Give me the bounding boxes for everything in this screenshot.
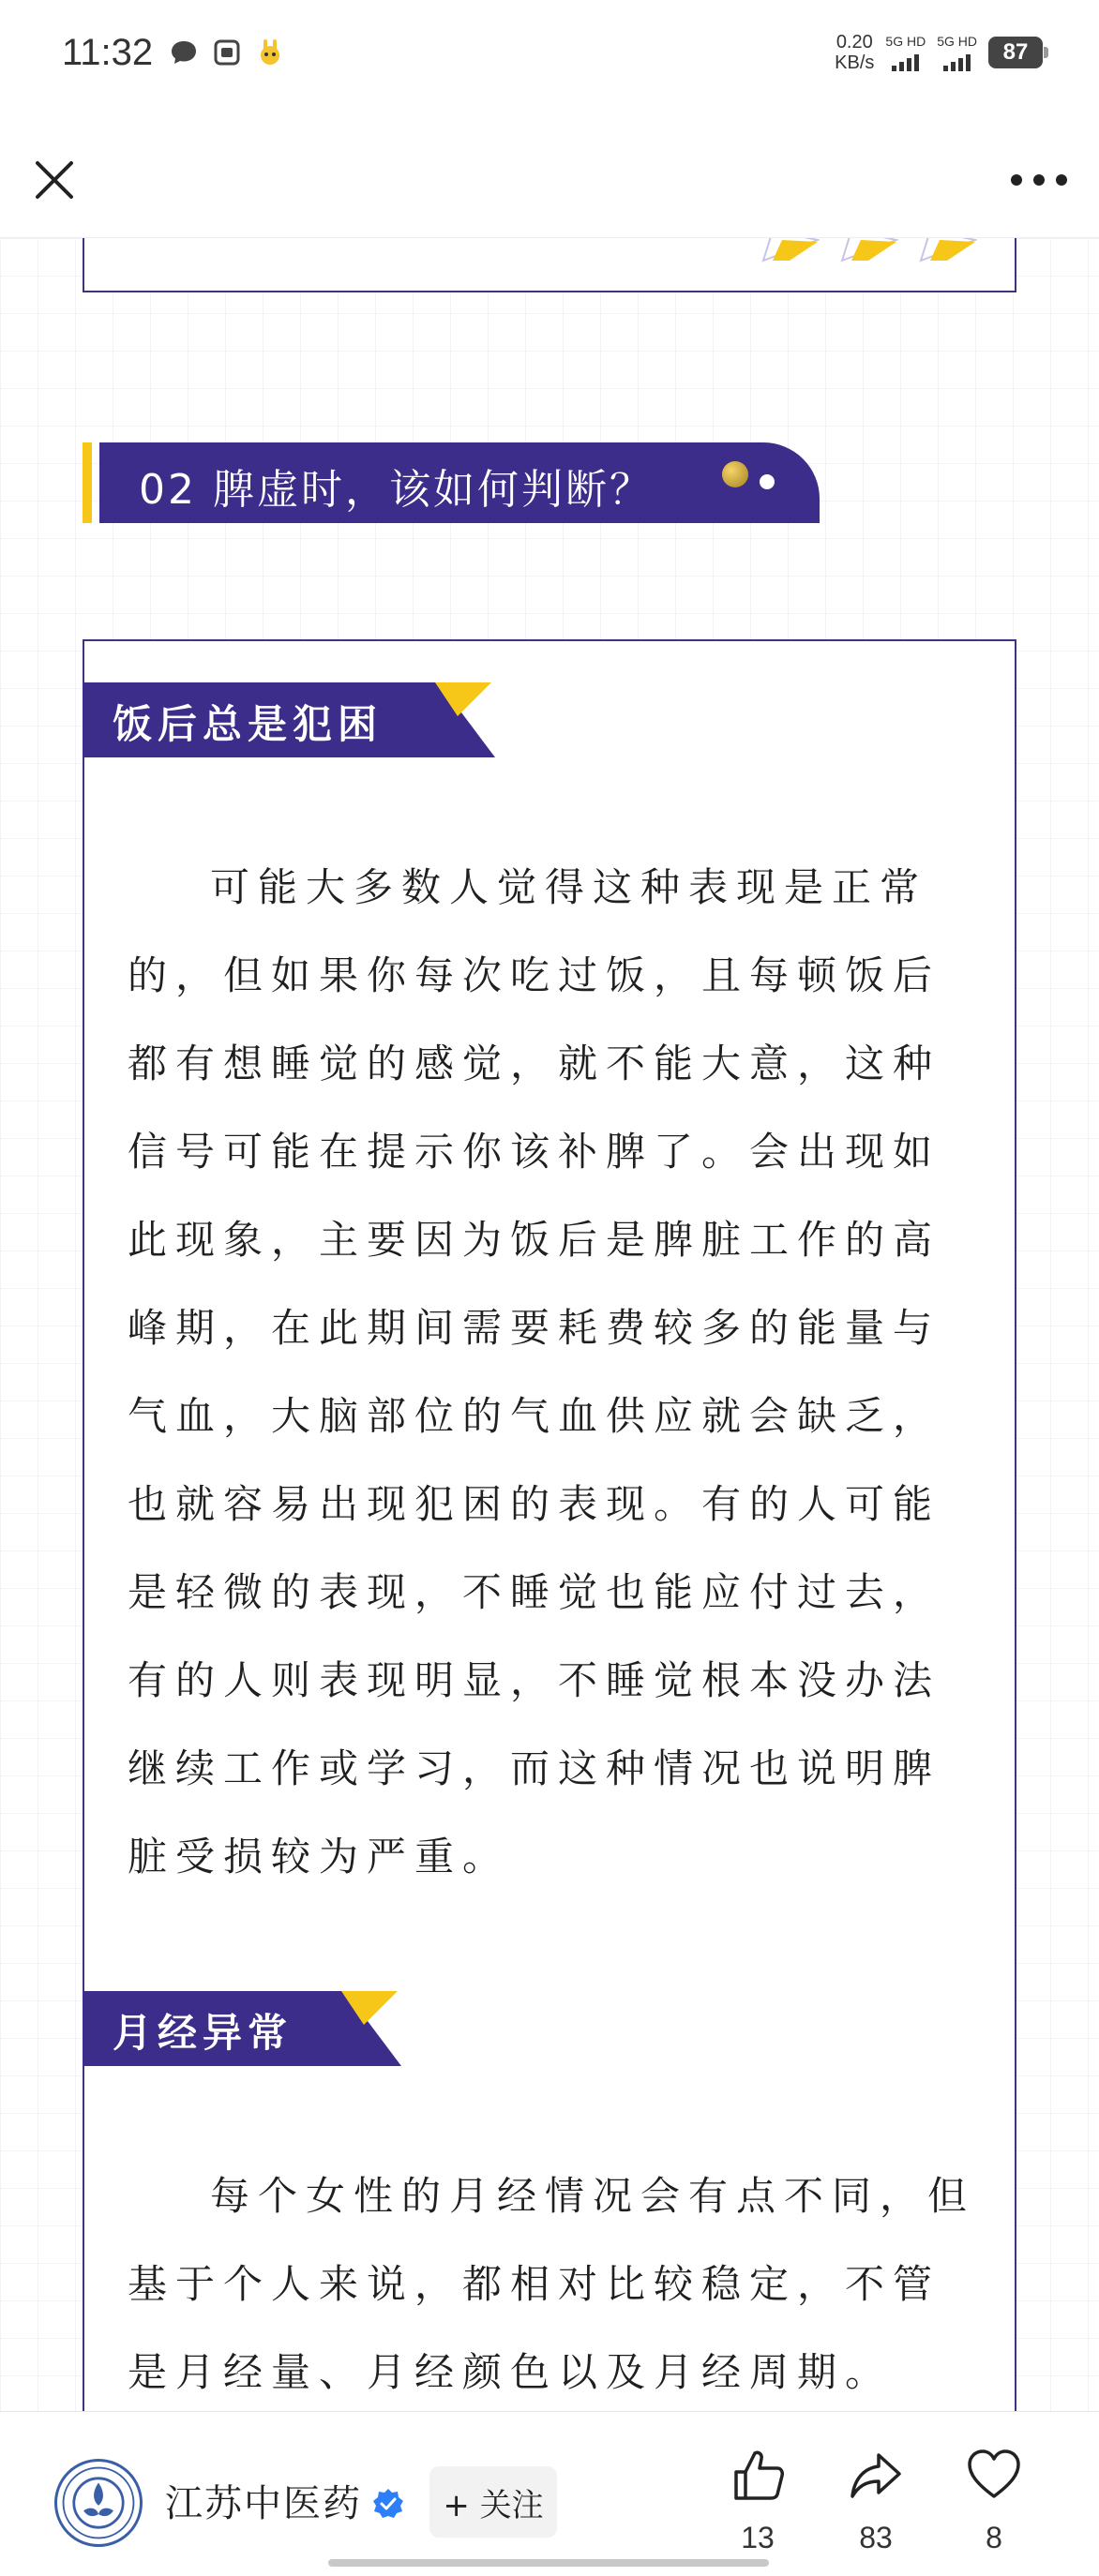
follow-button[interactable]: + 关注 <box>429 2466 557 2538</box>
close-icon[interactable] <box>28 154 81 206</box>
gold-dot-icon <box>722 461 748 487</box>
arrow-decoration-icon <box>761 238 820 262</box>
like-button[interactable] <box>720 2446 795 2555</box>
gallery-icon <box>212 37 242 67</box>
subheading-1: 饭后总是犯困 <box>113 701 384 747</box>
paragraph-2: 每个女性的月经情况会有点不同，但基于个人来说，都相对比较稳定，不管是月经量、月经颜色以及月经周期。 <box>128 2173 976 2395</box>
arrow-decoration-icon <box>840 238 898 262</box>
heart-icon <box>965 2446 1023 2504</box>
signal-sim1: 5G HD <box>885 34 926 71</box>
home-indicator[interactable] <box>328 2559 769 2567</box>
signal-bars-icon <box>943 51 971 71</box>
nav-bar <box>0 112 1099 238</box>
account-avatar[interactable] <box>54 2459 143 2547</box>
chat-bubble-icon <box>169 37 199 67</box>
status-indicators <box>835 32 1043 73</box>
white-dot-icon <box>760 474 775 489</box>
arrow-decoration-icon <box>919 238 977 262</box>
previous-section-box <box>83 238 1016 292</box>
subheading-2: 月经异常 <box>113 2010 294 2056</box>
share-arrow-icon <box>847 2446 905 2504</box>
article-box <box>83 639 1016 2411</box>
share-count: 83 <box>859 2521 893 2554</box>
verified-badge-icon <box>371 2487 405 2521</box>
more-dots-icon[interactable] <box>1011 171 1067 189</box>
thumbs-up-icon <box>729 2446 787 2504</box>
status-time: 11:32 <box>62 32 154 73</box>
section-title: 02 脾虚时，该如何判断？ <box>139 466 654 514</box>
article-content <box>0 238 1099 2411</box>
favorite-count: 8 <box>986 2521 1002 2554</box>
status-bar <box>0 0 1099 112</box>
bottom-bar <box>0 2411 1099 2576</box>
signal-sim2: 5G HD <box>937 34 977 71</box>
decorative-arrows <box>761 238 977 262</box>
section-header <box>83 442 820 523</box>
battery-indicator: 87 <box>988 37 1043 68</box>
share-button[interactable] <box>838 2446 913 2555</box>
notification-icons <box>169 37 285 67</box>
signal-bars-icon <box>892 51 919 71</box>
network-speed: 0.20 KB/s <box>835 32 875 73</box>
account-name[interactable]: 江苏中医药 <box>165 2482 362 2525</box>
app-mascot-icon <box>255 37 285 67</box>
favorite-button[interactable] <box>956 2446 1031 2555</box>
paragraph-1: 可能大多数人觉得这种表现是正常的，但如果你每次吃过饭，且每顿饭后都有想睡觉的感觉，就不能大意，这种信号可能在提示你该补脾了。会出现如此现象，主要因为饭后是脾脏工作的高峰期，在此期间需要耗费较多的能量与气血，大脑部位的气血供应就会缺乏，也就容易出现犯困的表现。有的人可能是轻微的表现，不睡觉也能应付过去，有的人则表现明显，不睡觉根本没办法继续工作或学习，而这种情况也说明脾脏受损较为严重。 <box>128 864 941 1880</box>
like-count: 13 <box>741 2521 775 2554</box>
